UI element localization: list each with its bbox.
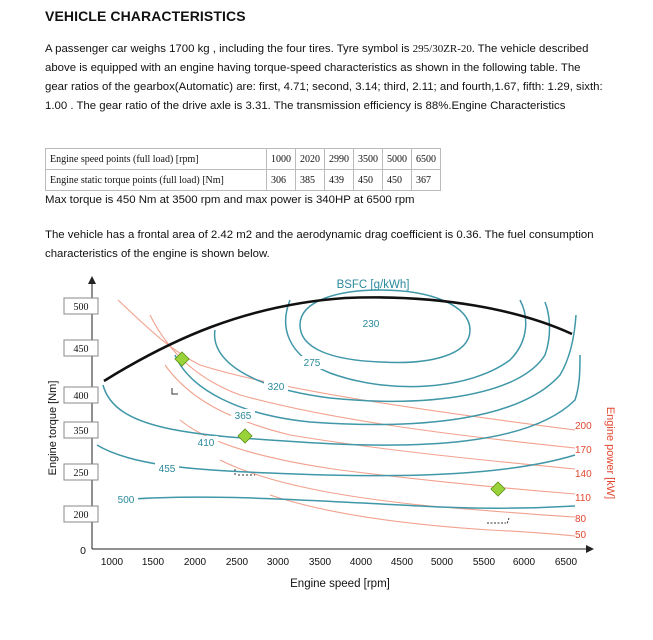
y-tick-label: 500 — [73, 302, 89, 313]
annotation-squiggle — [172, 388, 178, 394]
y-tick-label: 200 — [73, 510, 89, 521]
y-tick-label: 400 — [73, 391, 89, 402]
x-tick-label: 2000 — [183, 557, 207, 568]
x-tick-label: 3500 — [308, 557, 332, 568]
intro-paragraph — [45, 40, 605, 116]
y-tick-label: 250 — [73, 468, 89, 479]
x-tick-label: 6000 — [512, 557, 536, 568]
y-ticks — [64, 298, 98, 522]
x-axis-arrow — [586, 545, 594, 553]
y-origin-label: 0 — [80, 545, 86, 557]
engine-characteristics-table — [45, 148, 441, 191]
y2-axis-label: Engine power [kW] — [604, 406, 616, 500]
page-title: VEHICLE CHARACTERISTICS — [45, 8, 246, 24]
y-tick-label: 350 — [73, 426, 89, 437]
x-tick-label: 6500 — [554, 557, 578, 568]
intro-text-1: A passenger car weighs 1700 kg , including the four tires. Tyre symbol is — [45, 43, 413, 55]
power-label: 50 — [575, 530, 587, 541]
tyre-symbol: 295/30ZR-20. — [412, 43, 475, 55]
speed-value-cell: 1000 — [267, 149, 296, 170]
bsfc-label: 320 — [267, 382, 285, 393]
power-label: 200 — [575, 421, 592, 432]
torque-label-cell: Engine static torque points (full load) [Nm] — [46, 170, 267, 191]
bsfc-label: 410 — [197, 438, 215, 449]
speed-value-cell: 5000 — [383, 149, 412, 170]
power-label: 80 — [575, 514, 587, 525]
power-contours — [118, 300, 575, 536]
torque-value-cell: 367 — [412, 170, 441, 191]
x-tick-label: 1500 — [141, 557, 165, 568]
torque-value-cell: 450 — [383, 170, 412, 191]
x-tick-label: 5500 — [472, 557, 496, 568]
bsfc-contour-410 — [103, 355, 580, 445]
x-tick-label: 1000 — [100, 557, 124, 568]
bsfc-label: 230 — [362, 319, 380, 330]
bsfc-label: 275 — [303, 358, 321, 369]
x-tick-label: 3000 — [266, 557, 290, 568]
speed-value-cell: 3500 — [354, 149, 383, 170]
table-row — [46, 149, 441, 170]
power-label: 110 — [575, 493, 591, 504]
operating-point-marker — [238, 429, 252, 443]
speed-value-cell: 6500 — [412, 149, 441, 170]
bsfc-contour-275 — [286, 300, 526, 387]
intro-text-2: The vehicle described above is equipped with an engine having torque-speed characteristics as shown in the following table. The gear ratios of the gearbox(Automatic) are: first, 4.71; second, 3.14; third, 2.11; and fourth,1.67, fifth: 1.29, sixth: 1.00 . The gear ratio of the drive axle is 3.31. The transmission efficiency is 88%.Engine Characteristics — [45, 43, 603, 112]
torque-value-cell: 385 — [296, 170, 325, 191]
full-load-curve — [104, 297, 572, 381]
power-contour — [118, 300, 575, 430]
power-label: 170 — [575, 445, 592, 456]
speed-label-cell: Engine speed points (full load) [rpm] — [46, 149, 267, 170]
table-row — [46, 170, 441, 191]
x-tick-label: 4500 — [390, 557, 414, 568]
torque-value-cell: 439 — [325, 170, 354, 191]
bsfc-label: 500 — [117, 495, 135, 506]
bsfc-labels — [114, 317, 383, 506]
power-label: 140 — [575, 469, 592, 480]
x-axis-label: Engine speed [rpm] — [290, 578, 390, 590]
y-axis-arrow — [88, 276, 96, 284]
bsfc-chart — [0, 270, 653, 600]
bsfc-label: 365 — [234, 411, 252, 422]
power-labels — [575, 421, 592, 541]
x-ticks — [101, 557, 578, 568]
x-tick-label: 5000 — [430, 557, 454, 568]
bsfc-contour-500 — [117, 495, 575, 508]
x-tick-label: 2500 — [225, 557, 249, 568]
speed-value-cell: 2990 — [325, 149, 354, 170]
bsfc-contour-365 — [175, 315, 576, 425]
chart-title: BSFC [g/kWh] — [336, 279, 410, 291]
y-axis-label: Engine torque [Nm] — [47, 380, 59, 476]
torque-value-cell: 306 — [267, 170, 296, 191]
x-tick-label: 4000 — [349, 557, 373, 568]
speed-value-cell: 2020 — [296, 149, 325, 170]
max-torque-power-line: Max torque is 450 Nm at 3500 rpm and max power is 340HP at 6500 rpm — [45, 194, 415, 206]
bsfc-contours — [97, 290, 580, 508]
annotation-squiggle — [487, 518, 509, 524]
operating-point-marker — [491, 482, 505, 496]
bsfc-label: 455 — [158, 464, 176, 475]
torque-value-cell: 450 — [354, 170, 383, 191]
y-tick-label: 450 — [73, 344, 89, 355]
aero-paragraph: The vehicle has a frontal area of 2.42 m2 and the aerodynamic drag coefficient is 0.36. The fuel consumption characteristics of the engine is shown below. — [45, 229, 594, 260]
